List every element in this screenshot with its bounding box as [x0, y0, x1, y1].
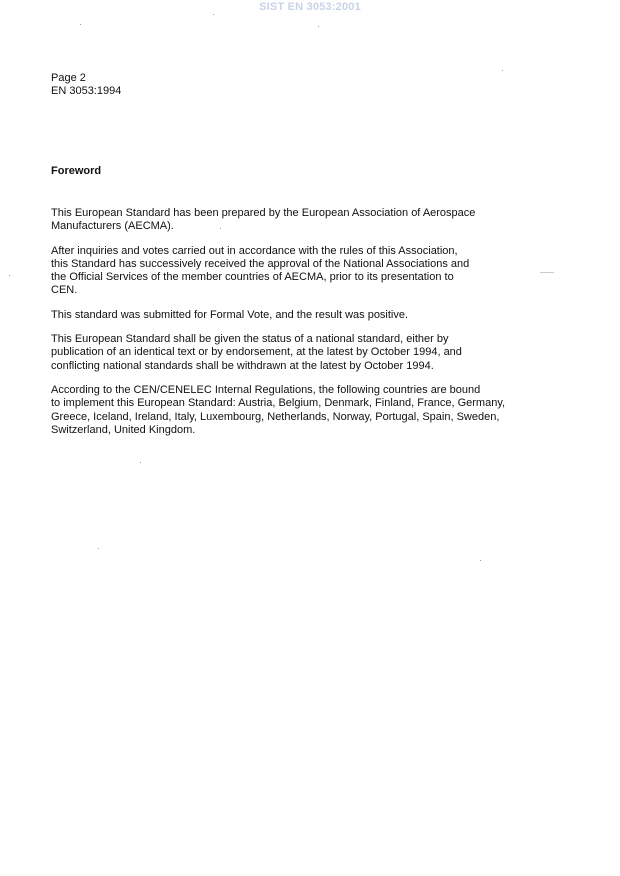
watermark: SIST EN 3053:2001 [259, 1, 361, 13]
paragraph-line: the Official Services of the member countries of AECMA, prior to its presentation to [51, 271, 454, 284]
page-header [51, 72, 121, 98]
paragraph-line: Greece, Iceland, Ireland, Italy, Luxembourg, Netherlands, Norway, Portugal, Spain, Sweden, [51, 410, 500, 423]
page-number: Page 2 [51, 72, 86, 84]
scan-speck [98, 548, 99, 549]
scan-speck [480, 560, 481, 561]
foreword-paragraph [51, 384, 551, 437]
paragraph-line: According to the CEN/CENELEC Internal Regulations, the following countries are bound [51, 383, 481, 396]
paragraph-line: This European Standard has been prepared by the European Association of Aerospace [51, 207, 476, 219]
scan-speck [318, 26, 319, 27]
scan-speck [220, 228, 221, 229]
foreword-paragraph [51, 207, 551, 234]
foreword-paragraph [51, 333, 551, 373]
paragraph-line: publication of an identical text or by endorsement, at the latest by October 1994, and [51, 346, 462, 359]
scan-speck [502, 70, 503, 71]
foreword-body [51, 207, 551, 448]
paragraph-line: conflicting national standards shall be withdrawn at the latest by October 1994. [51, 359, 434, 372]
paragraph-line: Switzerland, United Kingdom. [51, 423, 196, 436]
scan-artifact [540, 272, 554, 273]
scan-speck [80, 24, 81, 25]
paragraph-line: This European Standard shall be given the status of a national standard, either by [51, 333, 449, 346]
section-title: Foreword [51, 165, 102, 177]
foreword-paragraph [51, 309, 551, 322]
paragraph-line: Manufacturers (AECMA). [51, 220, 174, 233]
foreword-paragraph [51, 245, 551, 298]
paragraph-line: This standard was submitted for Formal Vote, and the result was positive. [51, 308, 409, 321]
paragraph-line: to implement this European Standard: Austria, Belgium, Denmark, Finland, France, Germany, [51, 397, 506, 410]
standard-id: EN 3053:1994 [51, 85, 122, 97]
paragraph-line: After inquiries and votes carried out in accordance with the rules of this Association, [51, 244, 458, 257]
paragraph-line: CEN. [51, 284, 78, 297]
scan-speck [140, 462, 141, 463]
scan-speck [9, 275, 10, 276]
paragraph-line: this Standard has successively received the approval of the National Associations and [51, 257, 470, 270]
scan-speck [213, 14, 214, 15]
